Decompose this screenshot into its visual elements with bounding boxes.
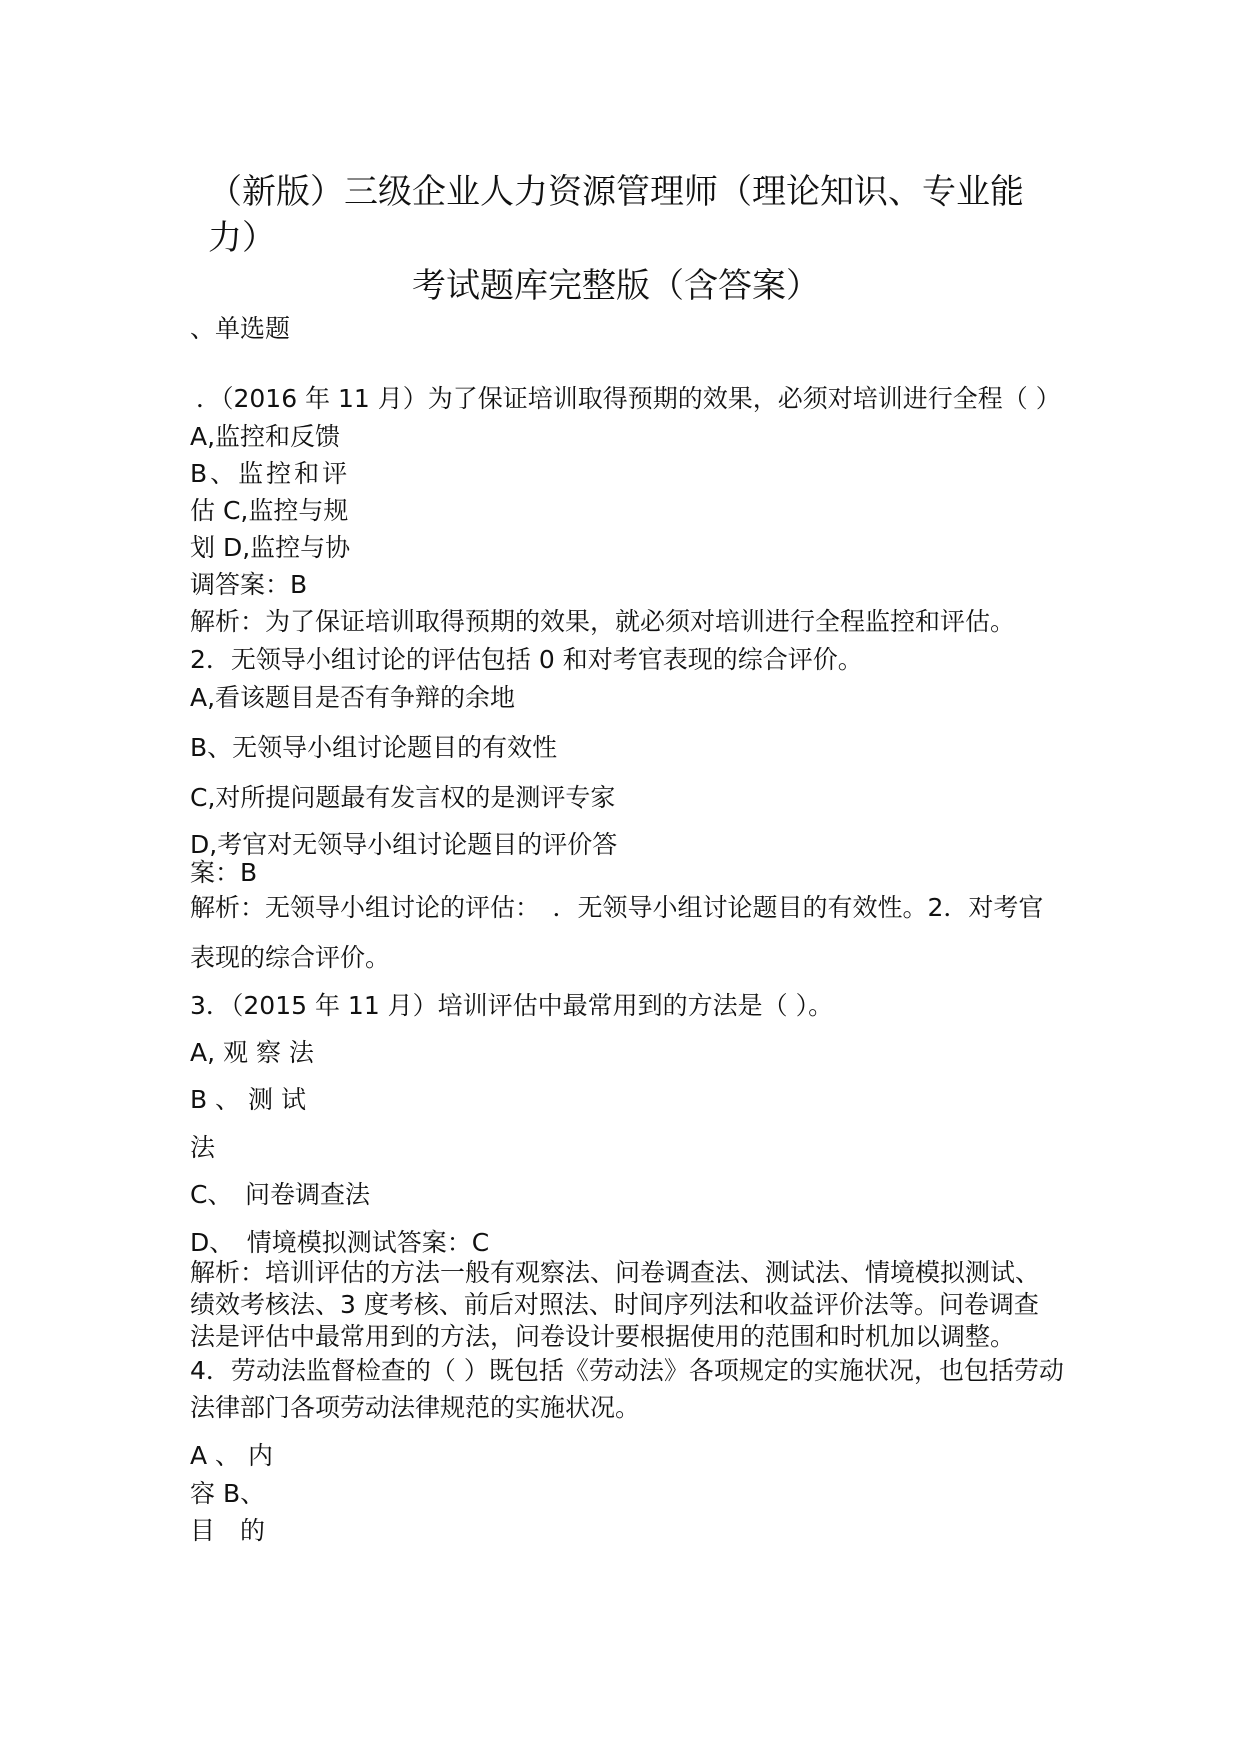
- text-line: 解析：为了保证培训取得预期的效果，就必须对培训进行全程监控和评估。: [190, 607, 1016, 636]
- text-line: 目 的: [190, 1516, 266, 1545]
- text-line: D、 情境模拟测试答案：C: [190, 1228, 490, 1257]
- text-line: D,考官对无领导小组讨论题目的评价答: [190, 830, 618, 859]
- text-line: A, 观 察 法: [190, 1038, 314, 1067]
- text-line: 估 C,监控与规: [190, 496, 349, 525]
- document-title-line-1: （新版）三级企业人力资源管理师（理论知识、专业能: [208, 172, 1024, 212]
- text-line: 容 B、: [190, 1479, 266, 1508]
- text-line: C、 问卷调查法: [190, 1180, 370, 1209]
- text-line: 表现的综合评价。: [190, 943, 391, 972]
- text-line: 解析：培训评估的方法一般有观察法、问卷调查法、测试法、情境模拟测试、: [190, 1258, 1041, 1287]
- text-line: A 、 内: [190, 1441, 273, 1470]
- text-line: 绩效考核法、3 度考核、前后对照法、时间序列法和收益评价法等。问卷调查: [190, 1290, 1039, 1319]
- text-line: 2．无领导小组讨论的评估包括 0 和对考官表现的综合评价。: [190, 645, 863, 674]
- text-line: C,对所提问题最有发言权的是测评专家: [190, 783, 616, 812]
- text-line: B、无领导小组讨论题目的有效性: [190, 733, 558, 762]
- text-line: 解析：无领导小组讨论的评估： ．无领导小组讨论题目的有效性。2．对考官: [190, 893, 1044, 922]
- text-line: 划 D,监控与协: [190, 533, 351, 562]
- document-subtitle: 考试题库完整版（含答案）: [412, 266, 820, 306]
- text-line: A,看该题目是否有争辩的余地: [190, 683, 516, 712]
- text-line: 法: [190, 1133, 216, 1162]
- text-line: 法是评估中最常用到的方法，问卷设计要根据使用的范围和时机加以调整。: [190, 1322, 1016, 1351]
- section-heading: 、单选题: [190, 314, 291, 343]
- text-line: 案：B: [190, 858, 258, 887]
- text-line: 4．劳动法监督检查的（ ）既包括《劳动法》各项规定的实施状况，也包括劳动: [190, 1356, 1064, 1385]
- text-line: 3．（2015 年 11 月）培训评估中最常用到的方法是（ ）。: [190, 991, 834, 1020]
- text-line: 法律部门各项劳动法律规范的实施状况。: [190, 1393, 641, 1422]
- text-line: ．（2016 年 11 月）为了保证培训取得预期的效果，必须对培训进行全程（ ）: [196, 384, 1061, 413]
- text-line: B 、 测 试: [190, 1085, 306, 1114]
- document-title-line-2: 力）: [208, 218, 276, 258]
- text-line: A,监控和反馈: [190, 422, 341, 451]
- text-line: 调答案：B: [190, 570, 308, 599]
- text-line: B、监控和评: [190, 459, 351, 488]
